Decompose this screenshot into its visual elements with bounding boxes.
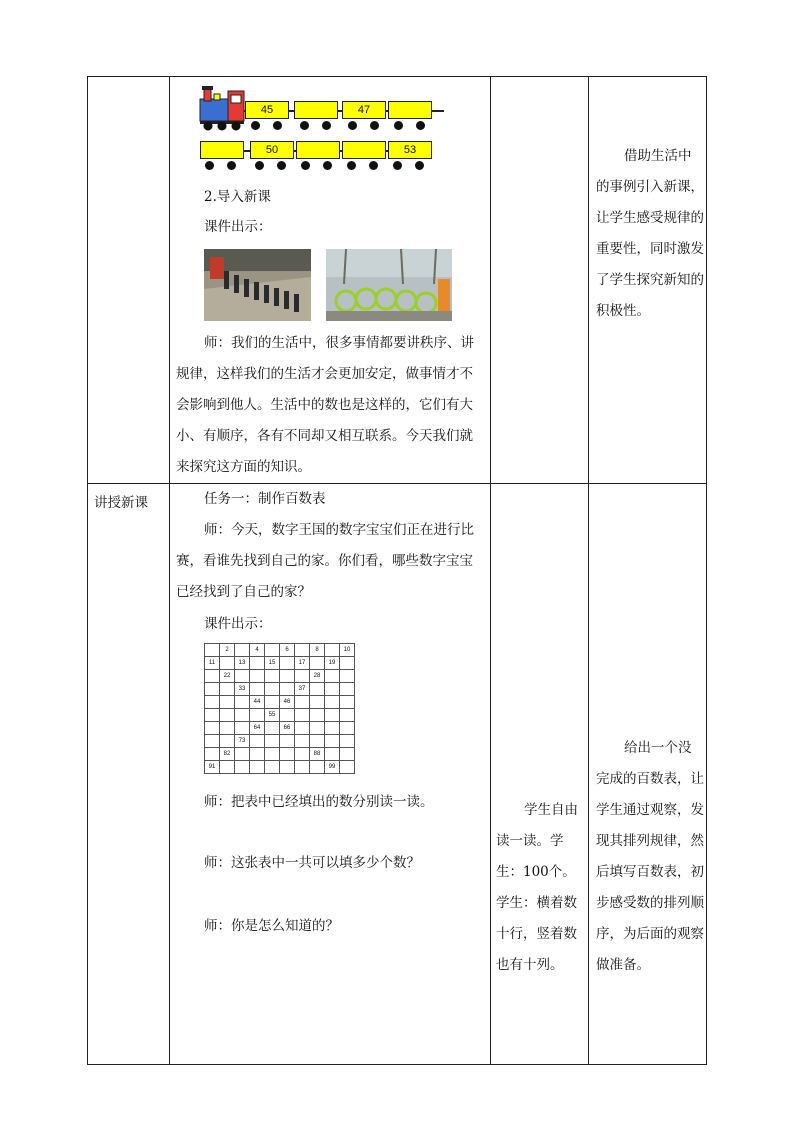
- grid-cell: 22: [220, 670, 235, 683]
- grid-cell: [340, 761, 355, 774]
- grid-row: [205, 748, 355, 761]
- grid-cell: [220, 683, 235, 696]
- grid-cell: 33: [235, 683, 250, 696]
- grid-cell: [220, 657, 235, 670]
- courseware-label: 课件出示：: [204, 219, 272, 235]
- grid-cell: [265, 670, 280, 683]
- grid-cell: [250, 709, 265, 722]
- column-divider: [588, 77, 589, 1064]
- grid-cell: [280, 735, 295, 748]
- grid-cell: [205, 748, 220, 761]
- column-divider: [490, 77, 491, 1064]
- grid-cell: [220, 722, 235, 735]
- grid-cell: [295, 722, 310, 735]
- train-car: [342, 141, 386, 159]
- grid-row: [205, 683, 355, 696]
- grid-cell: 73: [235, 735, 250, 748]
- section-heading: 2.导入新课: [204, 189, 271, 205]
- teacher-question: 师：你是怎么知道的？: [204, 918, 339, 934]
- grid-cell: 4: [250, 644, 265, 657]
- grid-cell: [205, 696, 220, 709]
- train-car: 53: [388, 141, 432, 159]
- stage-label: 讲授新课: [94, 495, 148, 511]
- grid-cell: 66: [280, 722, 295, 735]
- grid-cell: [220, 761, 235, 774]
- grid-cell: [250, 657, 265, 670]
- grid-cell: 10: [340, 644, 355, 657]
- grid-cell: [265, 735, 280, 748]
- grid-cell: [325, 683, 340, 696]
- grid-cell: [250, 670, 265, 683]
- grid-cell: [310, 696, 325, 709]
- grid-cell: 55: [265, 709, 280, 722]
- grid-cell: [250, 761, 265, 774]
- grid-cell: [295, 644, 310, 657]
- grid-cell: [325, 644, 340, 657]
- grid-cell: [310, 761, 325, 774]
- grid-cell: [325, 722, 340, 735]
- grid-cell: [205, 709, 220, 722]
- grid-cell: [325, 709, 340, 722]
- teacher-intro-text: 师：今天，数字王国的数字宝宝们正在进行比赛，看谁先找到自己的家。你们看，哪些数字宝宝已经找到了自己的家？: [176, 522, 474, 600]
- student-activity: 学生自由读一读。学生：100个。学生：横着数十行，竖着数也有十列。: [496, 802, 578, 973]
- grid-cell: 88: [310, 748, 325, 761]
- grid-cell: [340, 748, 355, 761]
- grid-cell: [205, 644, 220, 657]
- grid-cell: [265, 761, 280, 774]
- train-car: [200, 141, 244, 159]
- queue-photo: [204, 249, 311, 321]
- grid-cell: [265, 644, 280, 657]
- grid-cell: [280, 657, 295, 670]
- grid-cell: [340, 696, 355, 709]
- train-car: 45: [245, 101, 289, 119]
- grid-row: [205, 670, 355, 683]
- grid-cell: 82: [220, 748, 235, 761]
- grid-cell: [265, 683, 280, 696]
- grid-cell: [325, 735, 340, 748]
- grid-cell: 28: [310, 670, 325, 683]
- grid-cell: [280, 709, 295, 722]
- row-divider: [88, 483, 706, 484]
- grid-cell: 64: [250, 722, 265, 735]
- grid-cell: [220, 735, 235, 748]
- grid-cell: [235, 644, 250, 657]
- grid-row: [205, 644, 355, 657]
- grid-cell: 8: [310, 644, 325, 657]
- grid-cell: [340, 683, 355, 696]
- grid-cell: [325, 748, 340, 761]
- grid-cell: [250, 735, 265, 748]
- design-note: 给出一个没完成的百数表，让学生通过观察，发现其排列规律，然后填写百数表，初步感受数的排列顺序，为后面的观察做准备。: [596, 740, 704, 973]
- grid-cell: [295, 748, 310, 761]
- train-car: 47: [342, 101, 386, 119]
- grid-row: [205, 735, 355, 748]
- grid-cell: [295, 709, 310, 722]
- grid-cell: [220, 709, 235, 722]
- grid-cell: 91: [205, 761, 220, 774]
- task-heading: 任务一：制作百数表: [204, 491, 326, 507]
- bicycles-photo: [326, 249, 452, 321]
- grid-row: [205, 657, 355, 670]
- grid-cell: [235, 696, 250, 709]
- grid-cell: [340, 657, 355, 670]
- train-car: 50: [250, 141, 294, 159]
- courseware-label: 课件出示：: [204, 616, 272, 632]
- column-divider: [169, 77, 170, 1064]
- grid-cell: 11: [205, 657, 220, 670]
- grid-cell: [280, 761, 295, 774]
- grid-cell: [235, 748, 250, 761]
- grid-cell: [340, 735, 355, 748]
- grid-cell: 15: [265, 657, 280, 670]
- grid-cell: [205, 722, 220, 735]
- train-engine-icon: [198, 85, 248, 131]
- grid-cell: [295, 761, 310, 774]
- grid-cell: 44: [250, 696, 265, 709]
- grid-cell: [310, 683, 325, 696]
- grid-cell: [325, 670, 340, 683]
- grid-row: [205, 761, 355, 774]
- grid-cell: [250, 683, 265, 696]
- grid-cell: [310, 735, 325, 748]
- train-car: [296, 141, 340, 159]
- grid-cell: 99: [325, 761, 340, 774]
- grid-cell: [235, 670, 250, 683]
- grid-cell: [265, 696, 280, 709]
- train-car: [294, 101, 338, 119]
- grid-cell: [205, 670, 220, 683]
- grid-cell: [265, 722, 280, 735]
- grid-cell: 46: [280, 696, 295, 709]
- hundred-chart: [204, 643, 355, 774]
- grid-cell: 19: [325, 657, 340, 670]
- grid-cell: [340, 670, 355, 683]
- train-car: [388, 101, 432, 119]
- grid-cell: 17: [295, 657, 310, 670]
- grid-cell: [205, 735, 220, 748]
- grid-cell: [235, 722, 250, 735]
- grid-cell: [295, 670, 310, 683]
- grid-row: [205, 696, 355, 709]
- grid-cell: 13: [235, 657, 250, 670]
- grid-cell: [265, 748, 280, 761]
- grid-row: [205, 709, 355, 722]
- grid-cell: [310, 709, 325, 722]
- grid-cell: [295, 735, 310, 748]
- teacher-intro-text: 师：我们的生活中，很多事情都要讲秩序、讲规律，这样我们的生活才会更加安定，做事情才不会影响到他人。生活中的数也是这样的，它们有大小、有顺序，各有不同却又相互联系。今天我们就来探究这方面的知识。: [176, 335, 474, 475]
- teacher-question: 师：这张表中一共可以填多少个数？: [204, 855, 420, 871]
- grid-cell: 6: [280, 644, 295, 657]
- grid-cell: [325, 696, 340, 709]
- teacher-question: 师：把表中已经填出的数分别读一读。: [204, 794, 434, 810]
- grid-cell: [280, 670, 295, 683]
- grid-cell: [250, 748, 265, 761]
- grid-cell: [340, 709, 355, 722]
- grid-cell: [280, 683, 295, 696]
- design-note: 借助生活中的事例引入新课，让学生感受规律的重要性，同时激发了学生探究新知的积极性。: [596, 148, 704, 319]
- grid-cell: [310, 657, 325, 670]
- grid-cell: 2: [220, 644, 235, 657]
- grid-cell: 37: [295, 683, 310, 696]
- grid-cell: [205, 683, 220, 696]
- grid-cell: [310, 722, 325, 735]
- grid-cell: [235, 709, 250, 722]
- grid-row: [205, 722, 355, 735]
- grid-cell: [295, 696, 310, 709]
- grid-cell: [280, 748, 295, 761]
- grid-cell: [340, 722, 355, 735]
- grid-cell: [235, 761, 250, 774]
- grid-cell: [220, 696, 235, 709]
- lesson-table: [87, 76, 707, 1065]
